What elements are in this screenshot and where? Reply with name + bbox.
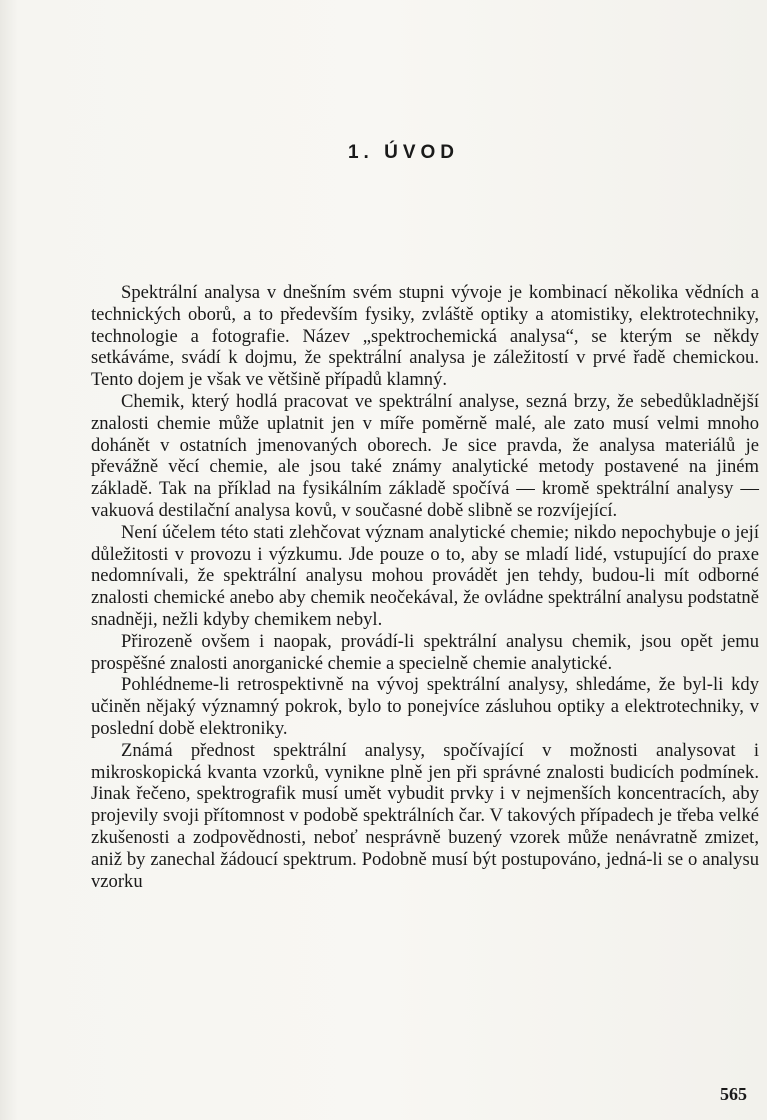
paragraph: Pohlédneme-li retrospektivně na vývoj spektrální analysy, shledáme, že byl-li kdy učiněn nějaký významný pokrok, bylo to ponejvíce zásluhou optiky a elektrotechniky, v poslední době elektroniky.: [91, 674, 759, 739]
paragraph: Není účelem této stati zlehčovat význam analytické chemie; nikdo nepochybuje o její důležitosti v provozu i výzkumu. Jde pouze o to, aby se mladí lidé, vstupující do praxe nedomnívali, že spektrální analysu mohou provádět jen tehdy, budou-li mít odborné znalosti chemické anebo aby chemik neočekával, že ovládne spektrální analysu podstatně snadněji, nežli kdyby chemikem nebyl.: [91, 521, 759, 630]
page-number: 565: [720, 1084, 747, 1104]
paragraph: Chemik, který hodlá pracovat ve spektrální analyse, sezná brzy, že sebedůkladnější znalosti chemie může uplatnit jen v míře poměrně malé, ale zato musí velmi mnoho dohánět v ostatních jmenovaných oborech. Je sice pravda, že analysa materiálů je převážně věcí chemie, ale jsou také známy analytické metody postavené na jiném základě. Tak na příklad na fysikálním základě spočívá — kromě spektrální analysy — vakuová destilační analysa kovů, v současné době slibně se rozvíjející.: [91, 390, 759, 521]
paragraph: Přirozeně ovšem i naopak, provádí-li spektrální analysu chemik, jsou opět jemu prospěšné znalosti anorganické chemie a specielně chemie analytické.: [91, 630, 759, 674]
paragraph: Známá přednost spektrální analysy, spočívající v možnosti analysovat i mikroskopická kvanta vzorků, vynikne plně jen při správné znalosti budicích podmínek. Jinak řečeno, spektrografik musí umět vybudit prvky i v nejmenších koncentracích, aby projevily svoji přítomnost v podobě spektrálních čar. V takových případech je třeba velké zkušenosti a zodpovědnosti, neboť nesprávně buzený vzorek může nenávratně zmizet, aniž by zanechal žádoucí spektrum. Podobně musí být postupováno, jedná-li se o analysu vzorku: [91, 739, 759, 892]
body-text: [91, 282, 759, 892]
paragraph: Spektrální analysa v dnešním svém stupni vývoje je kombinací několika vědních a technických oborů, a to především fysiky, zvláště optiky a atomistiky, elektrotechniky, technologie a fotografie. Název „spektrochemická analysa“, se kterým se někdy setkáváme, svádí k dojmu, že spektrální analysa je záležitostí v prvé řadě chemickou. Tento dojem je však ve většině případů klamný.: [91, 282, 759, 391]
chapter-heading: 1. ÚVOD: [347, 142, 460, 163]
